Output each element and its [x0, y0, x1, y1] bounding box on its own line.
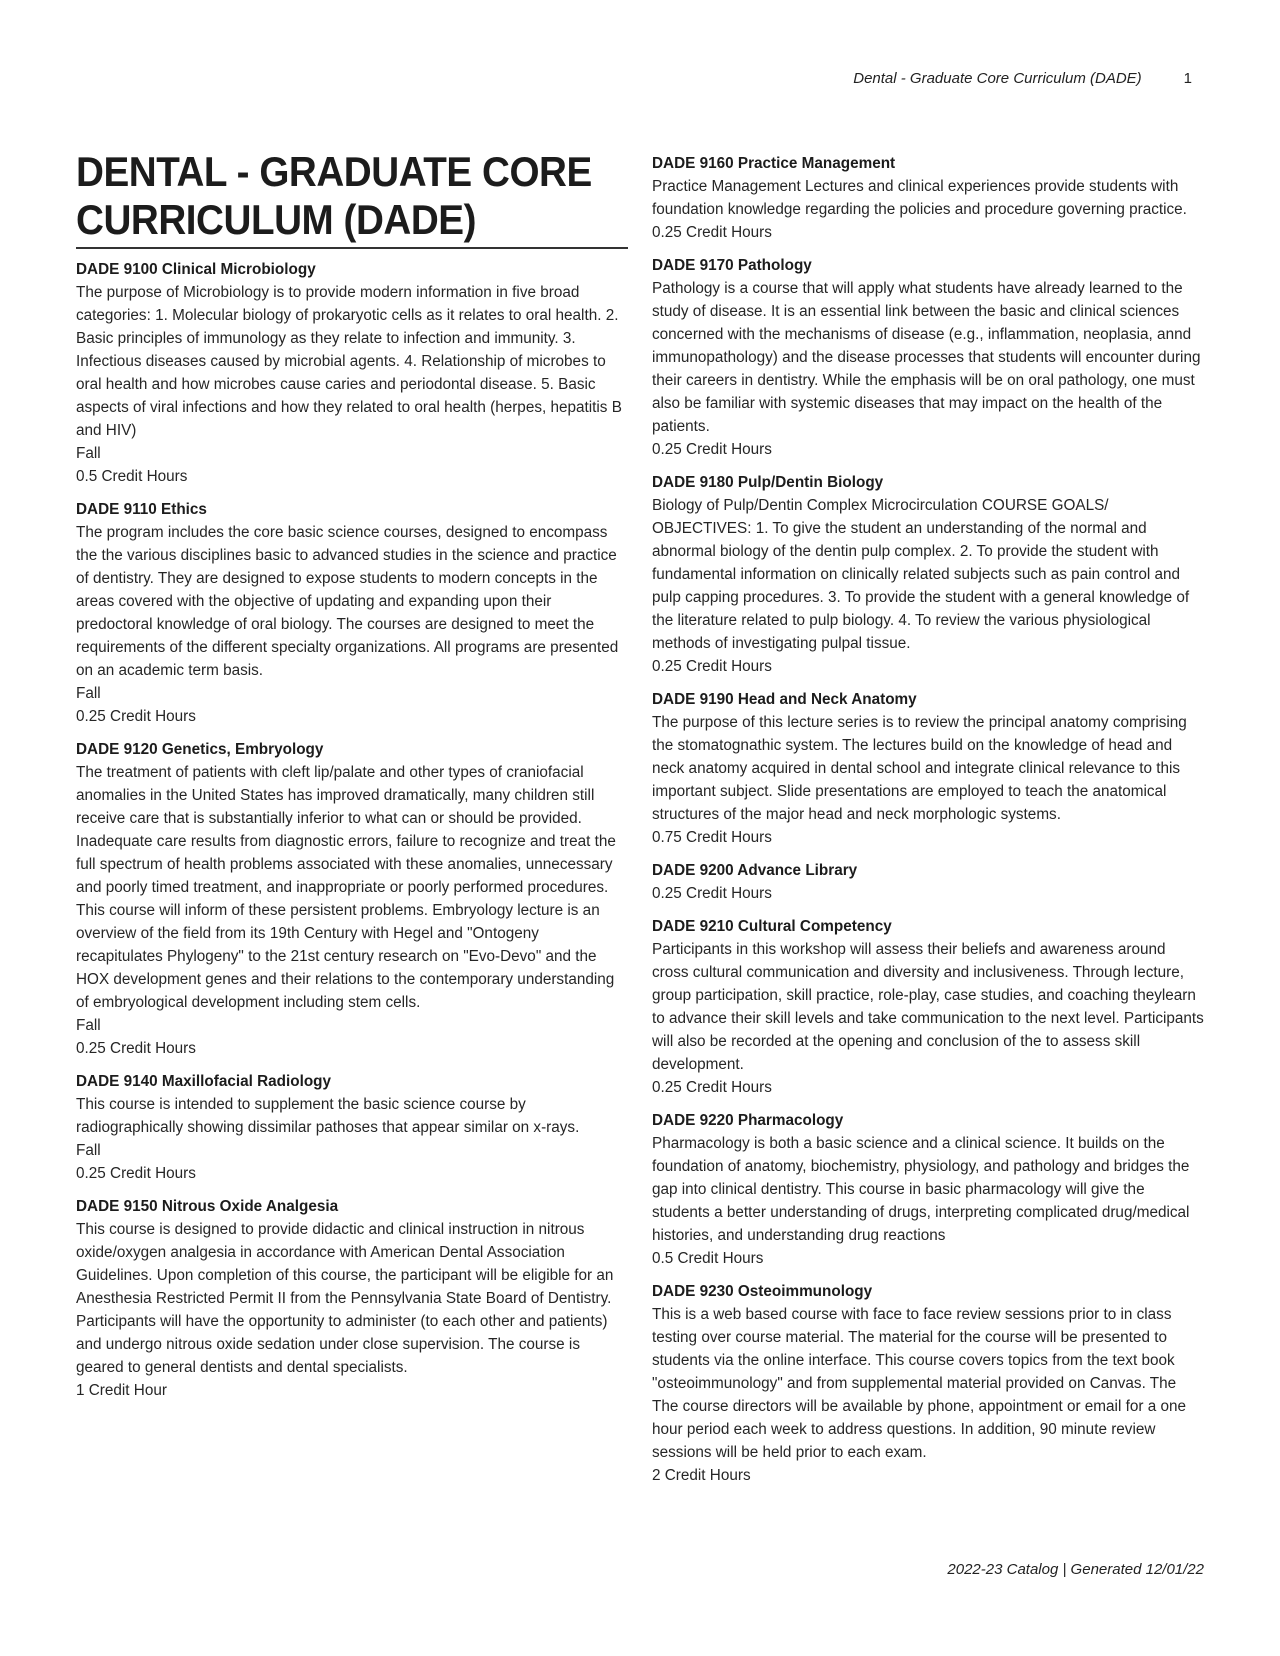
course-title: DADE 9200 Advance Library	[652, 862, 858, 879]
course-title: DADE 9230 Osteoimmunology	[652, 1283, 873, 1300]
course-entry	[76, 498, 628, 728]
course-description: Pathology is a course that will apply what students have already learned to the study of disease. It is an essential link between the basic and clinical sciences concerned with the mechanisms of disease (e.g., inflammation, neoplasia, annd immunopathology) and the disease processes that students will encounter during their careers in dentistry. While the emphasis will be on oral pathology, one must also be familiar with systemic diseases that may impact on the health of the patients.	[652, 280, 1201, 435]
course-entry	[652, 1280, 1204, 1487]
course-term: Fall	[76, 445, 101, 462]
course-title: DADE 9120 Genetics, Embryology	[76, 741, 324, 758]
course-entry	[76, 1195, 628, 1402]
page-footer: 2022-23 Catalog | Generated 12/01/22	[947, 1561, 1204, 1578]
running-header	[853, 70, 1192, 87]
course-title: DADE 9210 Cultural Competency	[652, 918, 892, 935]
left-course-list	[76, 258, 628, 1402]
course-credit-hours: 0.25 Credit Hours	[652, 224, 772, 241]
course-entry	[652, 1109, 1204, 1270]
course-title: DADE 9140 Maxillofacial Radiology	[76, 1073, 332, 1090]
course-entry	[76, 1070, 628, 1185]
course-title: DADE 9100 Clinical Microbiology	[76, 261, 316, 278]
course-entry	[652, 915, 1204, 1099]
course-credit-hours: 0.25 Credit Hours	[652, 441, 772, 458]
course-credit-hours: 0.25 Credit Hours	[652, 1079, 772, 1096]
course-description: This course is intended to supplement the basic science course by radiographically showing dissimilar pathoses that appear similar on x-rays.	[76, 1096, 580, 1136]
course-title: DADE 9170 Pathology	[652, 257, 812, 274]
course-credit-hours: 0.25 Credit Hours	[76, 708, 196, 725]
course-description: Pharmacology is both a basic science and a clinical science. It builds on the foundation of anatomy, biochemistry, physiology, and pathology and bridges the gap into clinical dentistry. This course in basic pharmacology will give the students a better understanding of drugs, interpreting complicated drug/medical histories, and understanding drug reactions	[652, 1135, 1190, 1244]
course-credit-hours: 2 Credit Hours	[652, 1467, 751, 1484]
course-description: The program includes the core basic science courses, designed to encompass the the various disciplines basic to advanced studies in the science and practice of dentistry. They are designed to expose students to modern concepts in the areas covered with the objective of updating and expanding upon their predoctoral knowledge of oral biology. The courses are designed to meet the requirements of the different specialty organizations. All programs are presented on an academic term basis.	[76, 524, 619, 679]
course-title: DADE 9220 Pharmacology	[652, 1112, 844, 1129]
course-title: DADE 9110 Ethics	[76, 501, 207, 518]
course-title: DADE 9190 Head and Neck Anatomy	[652, 691, 917, 708]
course-description: Participants in this workshop will assess their beliefs and awareness around cross cultural communication and diversity and inclusiveness. Through lecture, group participation, skill practice, role-play, case studies, and coaching theylearn to advance their skill levels and take communication to the next level. Participants will also be recorded at the opening and conclusion of the to assess skill development.	[652, 941, 1204, 1073]
course-credit-hours: 0.75 Credit Hours	[652, 829, 772, 846]
right-course-list	[652, 152, 1204, 1487]
course-entry	[652, 471, 1204, 678]
course-title: DADE 9150 Nitrous Oxide Analgesia	[76, 1198, 339, 1215]
course-description: This is a web based course with face to face review sessions prior to in class testing over course material. The material for the course will be presented to students via the online interface. This course covers topics from the text book "osteoimmunology" and from supplemental material provided on Canvas. The The course directors will be available by phone, appointment or email for a one hour period each week to address questions. In addition, 90 minute review sessions will be held prior to each exam.	[652, 1306, 1186, 1461]
course-description: The purpose of this lecture series is to review the principal anatomy comprising the stomatognathic system. The lectures build on the knowledge of head and neck anatomy acquired in dental school and integrate clinical relevance to this important subject. Slide presentations are employed to teach the anatomical structures of the major head and neck morphologic systems.	[652, 714, 1187, 823]
course-entry	[652, 859, 1204, 905]
course-credit-hours: 0.25 Credit Hours	[652, 658, 772, 675]
course-entry	[652, 688, 1204, 849]
course-credit-hours: 1 Credit Hour	[76, 1382, 167, 1399]
course-description: The purpose of Microbiology is to provide modern information in five broad categories: 1. Molecular biology of prokaryotic cells as it relates to oral health. 2. Basic principles of immunology as they relate to infection and immunity. 3. Infectious diseases caused by microbial agents. 4. Relationship of microbes to oral health and how microbes cause caries and periodontal disease. 5. Basic aspects of viral infections and how they related to oral health (herpes, hepatitis B and HIV)	[76, 284, 622, 439]
page-number: 1	[1183, 70, 1192, 87]
course-credit-hours: 0.25 Credit Hours	[76, 1165, 196, 1182]
course-term: Fall	[76, 1017, 101, 1034]
course-term: Fall	[76, 1142, 101, 1159]
left-column	[76, 148, 628, 1402]
course-entry	[76, 738, 628, 1060]
course-term: Fall	[76, 685, 101, 702]
course-credit-hours: 0.25 Credit Hours	[76, 1040, 196, 1057]
course-credit-hours: 0.5 Credit Hours	[652, 1250, 764, 1267]
page-title: DENTAL - GRADUATE CORE CURRICULUM (DADE)	[76, 148, 628, 249]
course-entry	[652, 254, 1204, 461]
course-entry	[76, 258, 628, 488]
course-credit-hours: 0.25 Credit Hours	[652, 885, 772, 902]
course-title: DADE 9160 Practice Management	[652, 155, 896, 172]
course-description: The treatment of patients with cleft lip/palate and other types of craniofacial anomalies in the United States has improved dramatically, many children still receive care that is substantially inferior to what can or should be provided. Inadequate care results from diagnostic errors, failure to recognize and treat the full spectrum of health problems associated with these anomalies, unnecessary and poorly timed treatment, and inappropriate or poorly performed procedures. This course will inform of these persistent problems. Embryology lecture is an overview of the field from its 19th Century with Hegel and "Ontogeny recapitulates Phylogeny" to the 21st century research on "Evo-Devo" and the HOX development genes and their relations to the contemporary understanding of embryological development including stem cells.	[76, 764, 616, 1011]
course-description: Practice Management Lectures and clinical experiences provide students with foundation knowledge regarding the policies and procedure governing practice.	[652, 178, 1187, 218]
running-title: Dental - Graduate Core Curriculum (DADE)	[853, 70, 1142, 87]
course-description: Biology of Pulp/Dentin Complex Microcirculation COURSE GOALS/ OBJECTIVES: 1. To give the student an understanding of the normal and abnormal biology of the dentin pulp complex. 2. To provide the student with fundamental information on clinically related subjects such as pain control and pulp capping procedures. 3. To provide the student with a general knowledge of the literature related to pulp biology. 4. To review the various physiological methods of investigating pulpal tissue.	[652, 497, 1190, 652]
right-column	[652, 152, 1204, 1487]
course-description: This course is designed to provide didactic and clinical instruction in nitrous oxide/oxygen analgesia in accordance with American Dental Association Guidelines. Upon completion of this course, the participant will be eligible for an Anesthesia Restricted Permit II from the Pennsylvania State Board of Dentistry. Participants will have the opportunity to administer (to each other and patients) and undergo nitrous oxide sedation under close supervision. The course is geared to general dentists and dental specialists.	[76, 1221, 614, 1376]
course-entry	[652, 152, 1204, 244]
course-credit-hours: 0.5 Credit Hours	[76, 468, 188, 485]
course-title: DADE 9180 Pulp/Dentin Biology	[652, 474, 884, 491]
